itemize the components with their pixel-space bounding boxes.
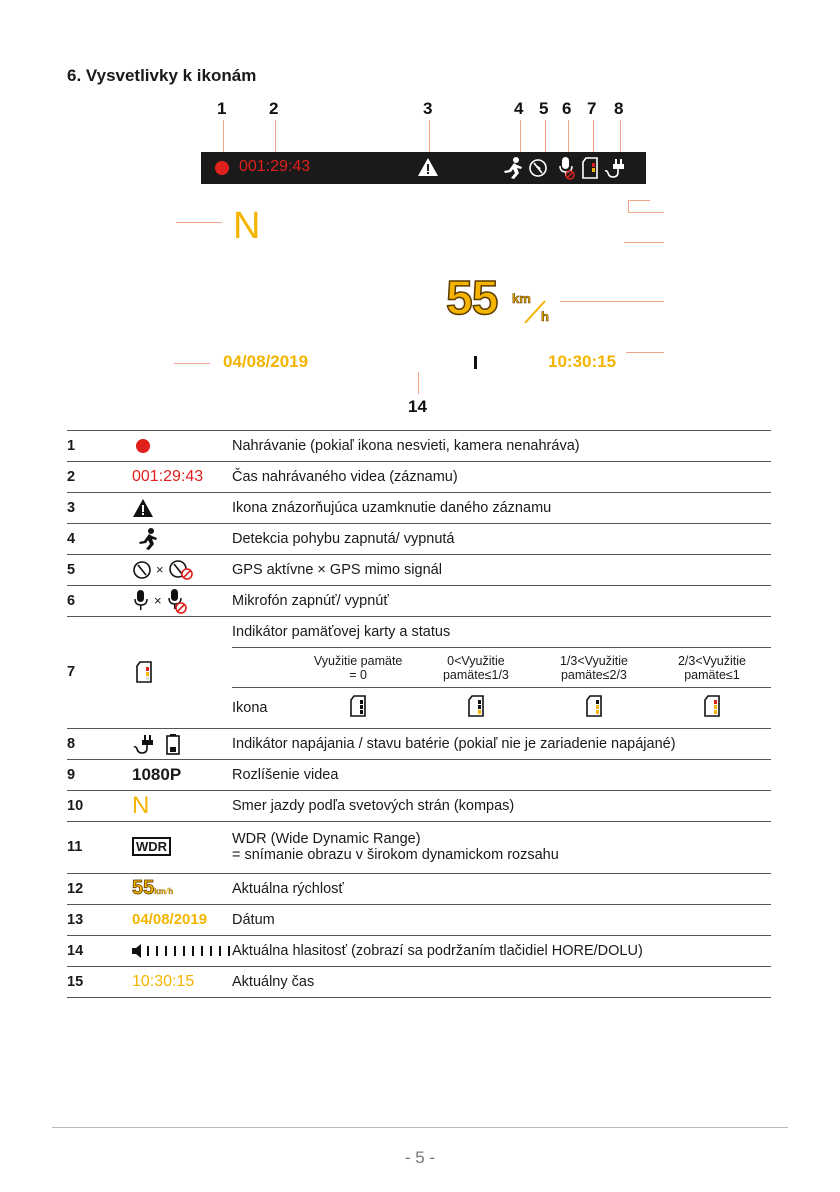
callout-7: 7 — [587, 99, 597, 118]
recording-timer: 001:29:43 — [239, 158, 311, 175]
row-label: Ikona — [232, 688, 299, 728]
speed-value: 55 — [446, 272, 498, 325]
callout-2: 2 — [269, 99, 279, 118]
row-icon-cell — [99, 524, 232, 555]
table-row — [67, 524, 771, 555]
table-row — [67, 462, 771, 493]
callout-line — [223, 120, 224, 154]
wdr-title: WDR (Wide Dynamic Range) — [232, 831, 421, 847]
row-description: Dátum — [232, 904, 771, 935]
row-description: Ikona znázorňujúca uzamknutie daného záznamu — [232, 493, 771, 524]
row-number: 12 — [67, 873, 99, 904]
row-number: 1 — [67, 431, 99, 462]
callout-line — [620, 120, 621, 154]
row-description: Detekcia pohybu zapnutá/ vypnutá — [232, 524, 771, 555]
row-icon-cell — [99, 586, 232, 617]
table-row — [67, 493, 771, 524]
speed-sample-slash: / — [165, 886, 169, 896]
col-header: 2/3<Využitie — [677, 653, 746, 668]
callout-line — [593, 120, 594, 154]
callout-line — [624, 242, 664, 243]
record-dot-icon — [215, 161, 229, 175]
section-heading: 6. Vysvetlivky k ikonám — [67, 66, 257, 85]
callout-line — [174, 363, 210, 364]
row-number: 11 — [67, 821, 99, 873]
callout-line — [545, 120, 546, 154]
col-header: pamäte≤2/3 — [560, 667, 627, 682]
row-number: 14 — [67, 935, 99, 966]
mic-pair — [132, 593, 188, 609]
callout-8: 8 — [614, 99, 624, 118]
row-description — [232, 821, 771, 873]
footer-divider — [52, 1127, 788, 1128]
callout-4: 4 — [514, 99, 524, 118]
row-number: 8 — [67, 728, 99, 759]
row-icon-cell — [99, 966, 232, 997]
speed-sample-unit-km: km — [154, 887, 166, 896]
table-row — [67, 904, 771, 935]
compass-direction: N — [233, 205, 261, 247]
memory-status-cell — [232, 617, 771, 729]
col-header: Využitie pamäte — [313, 653, 403, 668]
callout-line — [176, 222, 222, 223]
callout-line — [418, 372, 419, 394]
speed-sample-unit-h: h — [168, 887, 174, 896]
table-row — [67, 728, 771, 759]
row-icon-cell — [99, 728, 232, 759]
gps-icon — [132, 560, 152, 580]
warning-lock-icon — [417, 157, 439, 177]
wdr-badge: WDR — [132, 837, 171, 856]
table-row — [67, 586, 771, 617]
row-icon-cell — [99, 759, 232, 790]
callout-3: 3 — [423, 99, 433, 118]
row-number: 3 — [67, 493, 99, 524]
wdr-explanation: = snímanie obrazu v širokom dynamickom rozsahu — [232, 847, 559, 863]
timer-sample: 001:29:43 — [132, 468, 204, 485]
callout-line — [429, 120, 430, 154]
memory-card-low-icon — [468, 695, 484, 717]
row-description: Indikátor napájania / stavu batérie (pokiaľ nie je zariadenie napájané) — [232, 728, 771, 759]
row-icon-cell — [99, 462, 232, 493]
mic-off-icon — [166, 588, 188, 614]
memory-status-table — [232, 647, 771, 728]
row-description: GPS aktívne × GPS mimo signál — [232, 555, 771, 586]
resolution-label: 1080P — [132, 764, 182, 784]
row-description: Rozlíšenie videa — [232, 759, 771, 790]
memory-card-mid-icon — [586, 695, 602, 717]
row-icon-cell — [99, 935, 232, 966]
table-row — [67, 966, 771, 997]
mic-off-icon — [557, 156, 575, 180]
callout-line — [628, 212, 664, 213]
row-icon-cell — [99, 555, 232, 586]
row-icon-cell — [99, 873, 232, 904]
table-row — [67, 790, 771, 821]
row-number: 7 — [67, 617, 99, 729]
row-number: 6 — [67, 586, 99, 617]
volume-bars-icon — [132, 944, 232, 958]
table-row — [67, 821, 771, 873]
row-number: 5 — [67, 555, 99, 586]
table-row — [67, 555, 771, 586]
legend-table — [67, 430, 771, 998]
row-number: 2 — [67, 462, 99, 493]
row-number: 10 — [67, 790, 99, 821]
callout-line — [520, 120, 521, 154]
power-plug-icon — [132, 733, 156, 755]
col-header: = 0 — [349, 667, 368, 682]
warning-lock-icon — [132, 498, 154, 518]
row-description: Mikrofón zapnúť/ vypnúť — [232, 586, 771, 617]
row-description: Nahrávanie (pokiaľ ikona nesvieti, kamera nenahráva) — [232, 431, 771, 462]
gps-pair — [132, 562, 194, 578]
row-icon-cell — [99, 821, 232, 873]
time-sample: 10:30:15 — [132, 972, 195, 990]
col-header: 0<Využitie — [447, 653, 505, 668]
row-number: 9 — [67, 759, 99, 790]
table-row — [67, 873, 771, 904]
motion-detection-icon — [501, 157, 525, 179]
row-icon-cell — [99, 493, 232, 524]
callout-14: 14 — [408, 397, 427, 416]
memory-card-icon — [136, 661, 152, 683]
row-icon-cell — [99, 617, 232, 729]
screen-time: 10:30:15 — [548, 352, 617, 371]
times-sign: × — [156, 561, 164, 577]
row-number: 4 — [67, 524, 99, 555]
screen-date: 04/08/2019 — [223, 352, 309, 371]
callout-5: 5 — [539, 99, 549, 118]
col-header: 1/3<Využitie — [559, 653, 628, 668]
memory-card-icon — [582, 157, 598, 179]
memory-card-full-icon — [704, 695, 720, 717]
row-description: Aktuálna rýchlosť — [232, 873, 771, 904]
row-number: 15 — [67, 966, 99, 997]
table-row — [67, 935, 771, 966]
callout-6: 6 — [562, 99, 572, 118]
power-plug-icon — [603, 157, 627, 179]
col-header: pamäte≤1 — [684, 667, 740, 682]
row-description: Aktuálny čas — [232, 966, 771, 997]
callout-1: 1 — [217, 99, 227, 118]
motion-detection-icon — [136, 528, 160, 550]
callout-line — [275, 120, 276, 154]
memory-card-empty-icon — [350, 695, 366, 717]
row-number: 13 — [67, 904, 99, 935]
record-dot-icon — [136, 439, 150, 453]
table-row — [67, 431, 771, 462]
speed-unit-h: h — [541, 309, 549, 324]
row-description: Čas nahrávaného videa (záznamu) — [232, 462, 771, 493]
battery-icon — [166, 733, 180, 755]
table-row — [67, 617, 771, 729]
volume-indicator — [474, 356, 477, 369]
row-description: Aktuálna hlasitosť (zobrazí sa podržaním tlačidiel HORE/DOLU) — [232, 935, 771, 966]
compass-sample: N — [132, 791, 150, 819]
times-sign: × — [154, 592, 162, 608]
row-icon-cell — [99, 790, 232, 821]
status-bar — [201, 152, 646, 184]
page-number: - 5 - — [404, 1148, 436, 1167]
date-sample: 04/08/2019 — [132, 911, 208, 928]
mic-icon — [132, 589, 150, 613]
row-description: Smer jazdy podľa svetových strán (kompas) — [232, 790, 771, 821]
table-row — [67, 759, 771, 790]
callout-line — [568, 120, 569, 154]
row-icon-cell — [99, 431, 232, 462]
callout-line — [628, 200, 650, 201]
speed-unit-km: km — [512, 291, 531, 306]
row-icon-cell — [99, 904, 232, 935]
gps-icon — [528, 158, 548, 178]
callout-line — [560, 301, 664, 302]
col-header: pamäte≤1/3 — [442, 667, 509, 682]
speed-sample: 55 — [132, 877, 155, 899]
gps-off-icon — [168, 559, 194, 581]
callout-line — [626, 352, 664, 353]
row-description: Indikátor pamäťovej karty a status — [232, 624, 451, 640]
